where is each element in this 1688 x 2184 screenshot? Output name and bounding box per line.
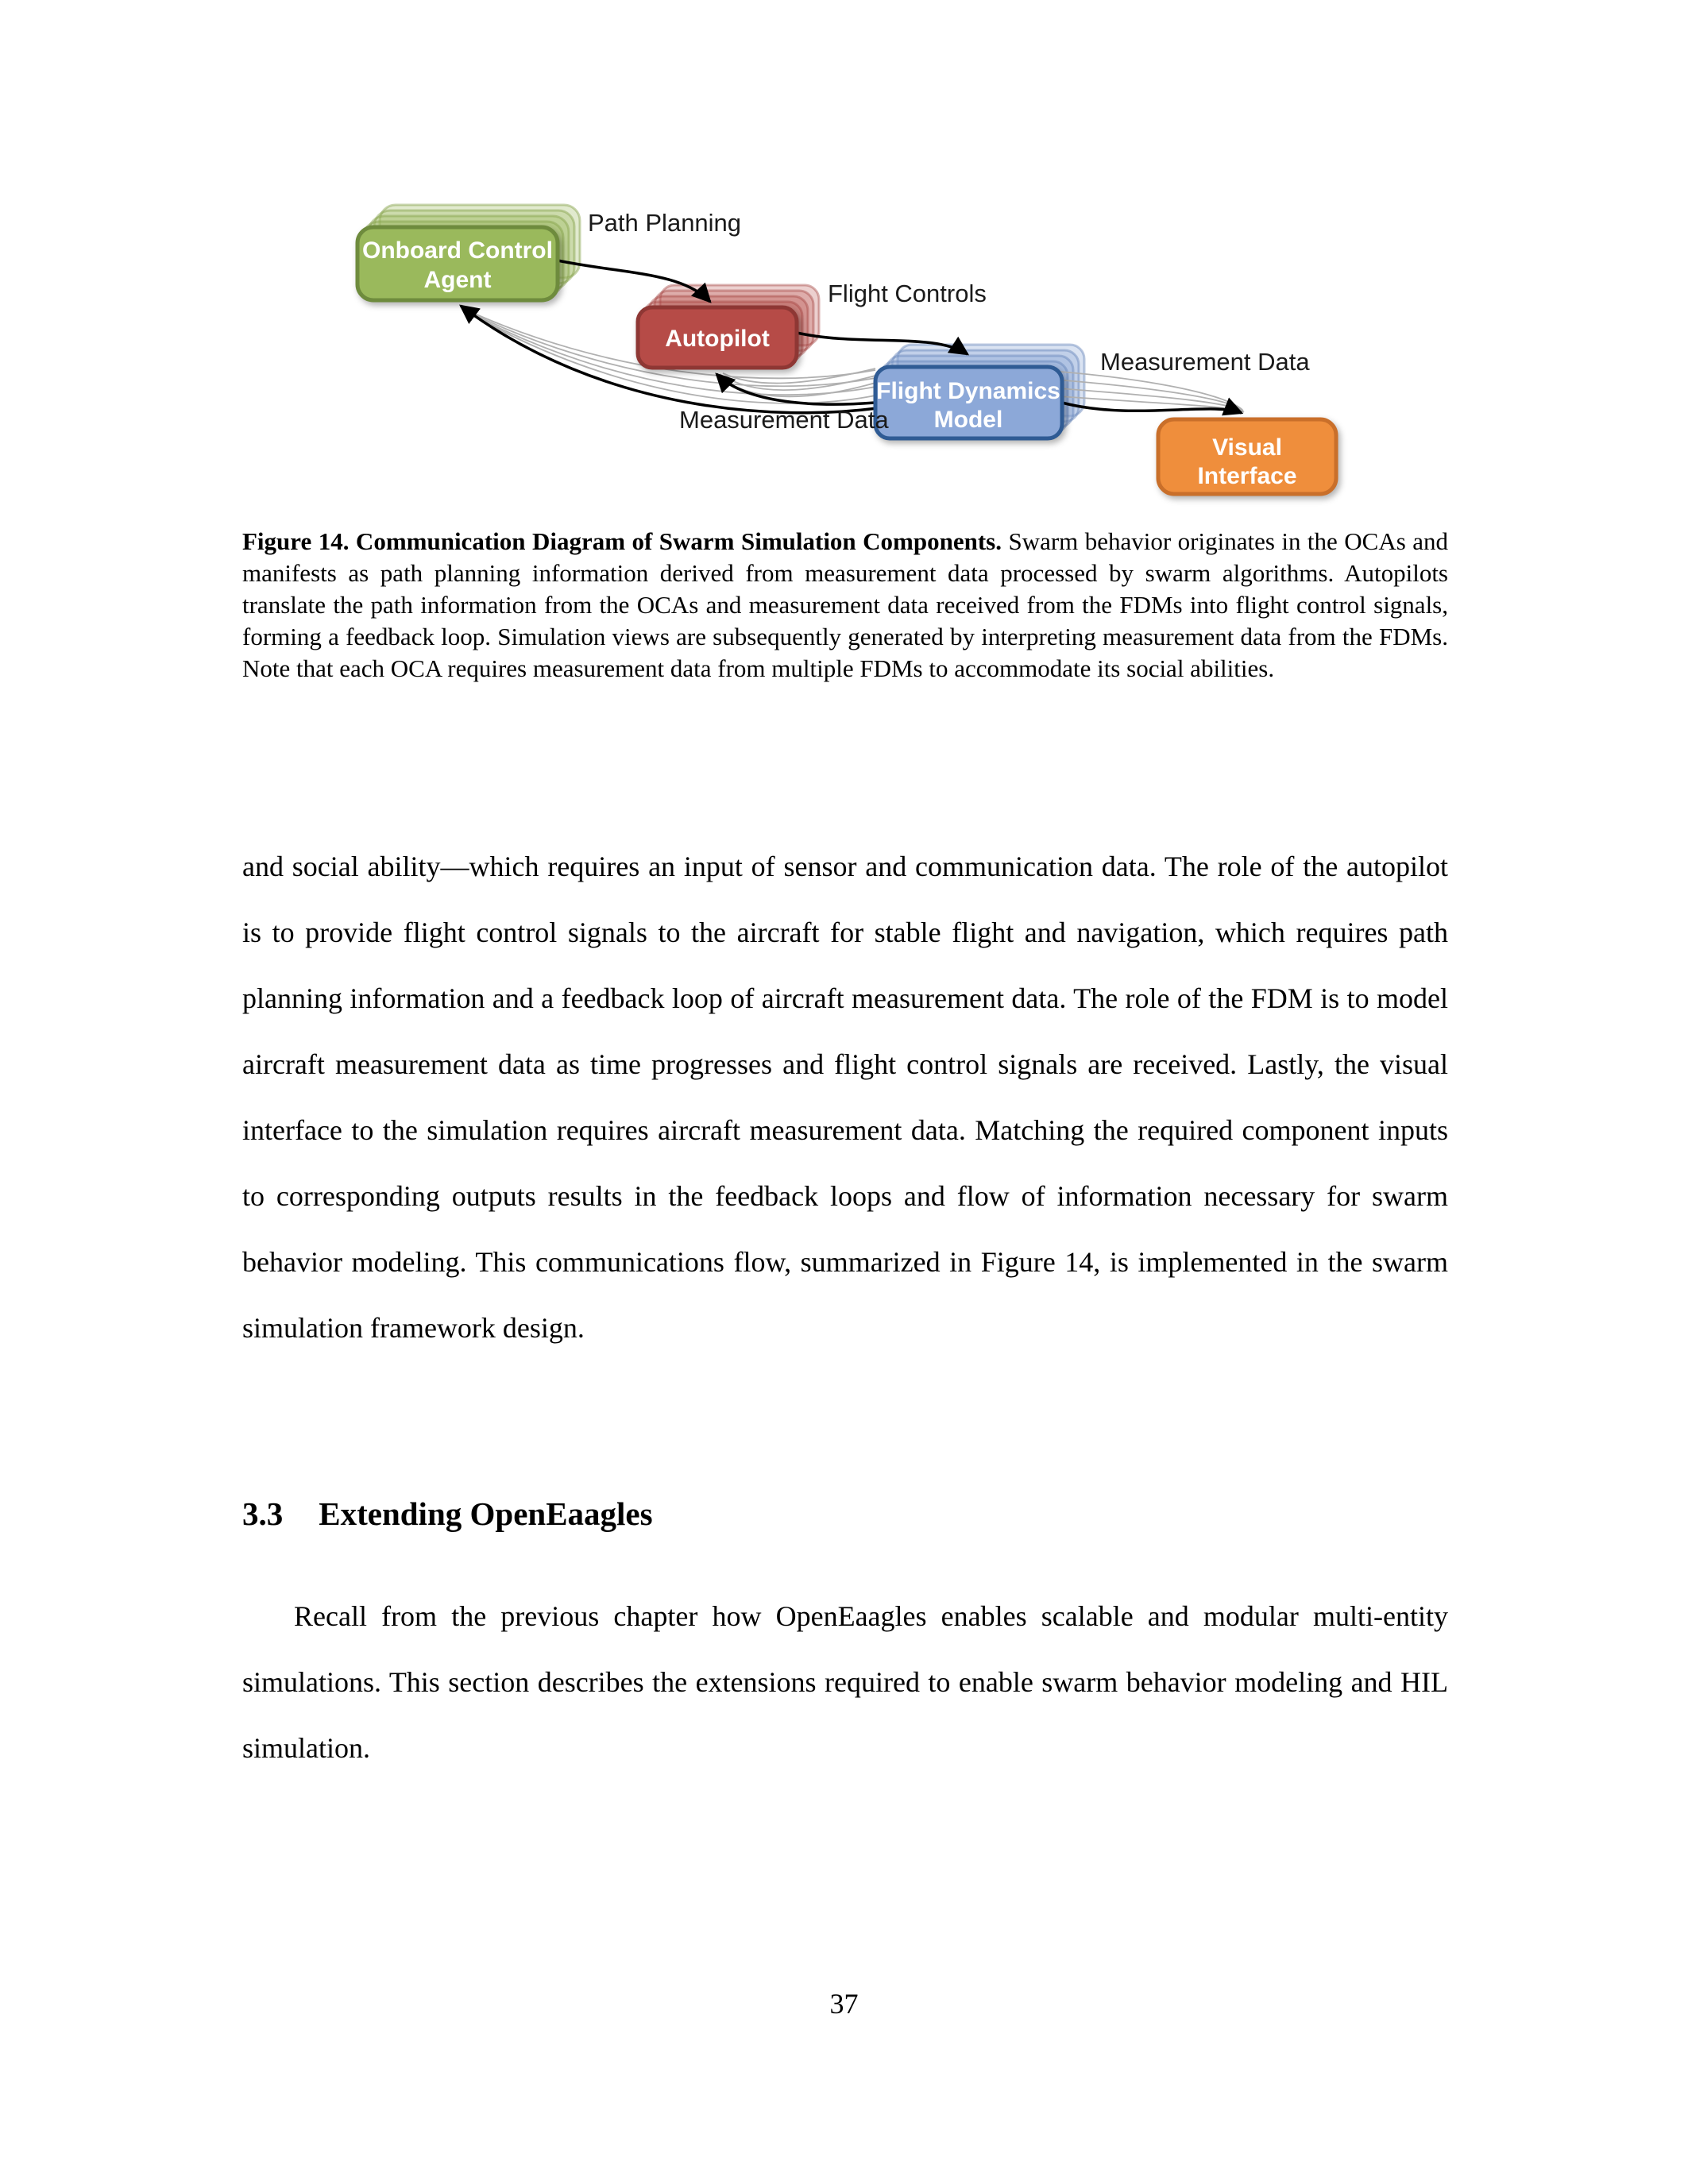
section-title: Extending OpenEaagles — [319, 1495, 653, 1532]
label-measurement-data-left: Measurement Data — [679, 406, 889, 434]
figure-14-diagram — [0, 0, 1688, 540]
figure-caption — [242, 526, 1448, 685]
section-heading — [242, 1495, 653, 1533]
body-paragraph-1: and social ability—which requires an input of sensor and communication data. The role of the autopilot is to provide flight control signals to the aircraft for stable flight and navigation, which requires path planning information and a feedback loop of aircraft measurement data. The role of the FDM is to model aircraft measurement data as time progresses and flight control signals are received. Lastly, the visual interface to the simulation requires aircraft measurement data. Matching the required component inputs to corresponding outputs results in the feedback loops and flow of information necessary for swarm behavior modeling. This communications flow, summarized in Figure 14, is implemented in the swarm simulation framework design. — [242, 851, 1448, 1344]
node-flight-dynamics-model — [875, 367, 1062, 438]
section-number: 3.3 — [242, 1495, 284, 1532]
node-autopilot — [638, 307, 797, 368]
node-visual-interface — [1158, 419, 1336, 494]
figure-caption-title: Figure 14. Communication Diagram of Swarm Simulation Components. — [242, 527, 1002, 555]
fdm-label-line2: Model — [933, 407, 1003, 433]
label-path-planning: Path Planning — [588, 209, 742, 237]
fdm-label-line1: Flight Dynamics — [876, 378, 1060, 404]
label-measurement-data-right: Measurement Data — [1100, 348, 1310, 376]
oca-label-line1: Onboard Control — [362, 237, 553, 264]
body-paragraph-2: Recall from the previous chapter how OpenEaagles enables scalable and modular multi-entity simulations. This section describes the extensions required to enable swarm behavior modeling and HIL simulation. — [242, 1600, 1448, 1764]
oca-label-line2: Agent — [423, 267, 492, 293]
figure-caption-text: Swarm behavior originates in the OCAs and manifests as path planning information derived from measurement data processed by swarm algorithms. Autopilots translate the path information from the OCAs and measurement data received from the FDMs into flight control signals, forming a feedback loop. Simulation views are subsequently generated by interpreting measurement data from the FDMs. Note that each OCA requires measurement data from multiple FDMs to accommodate its social abilities. — [242, 527, 1449, 682]
page-number: 37 — [829, 1988, 859, 2020]
autopilot-label: Autopilot — [665, 326, 770, 352]
visual-label-line2: Interface — [1197, 463, 1297, 489]
label-flight-controls: Flight Controls — [828, 280, 987, 307]
node-onboard-control-agent — [357, 227, 558, 300]
visual-label-line1: Visual — [1212, 434, 1282, 461]
